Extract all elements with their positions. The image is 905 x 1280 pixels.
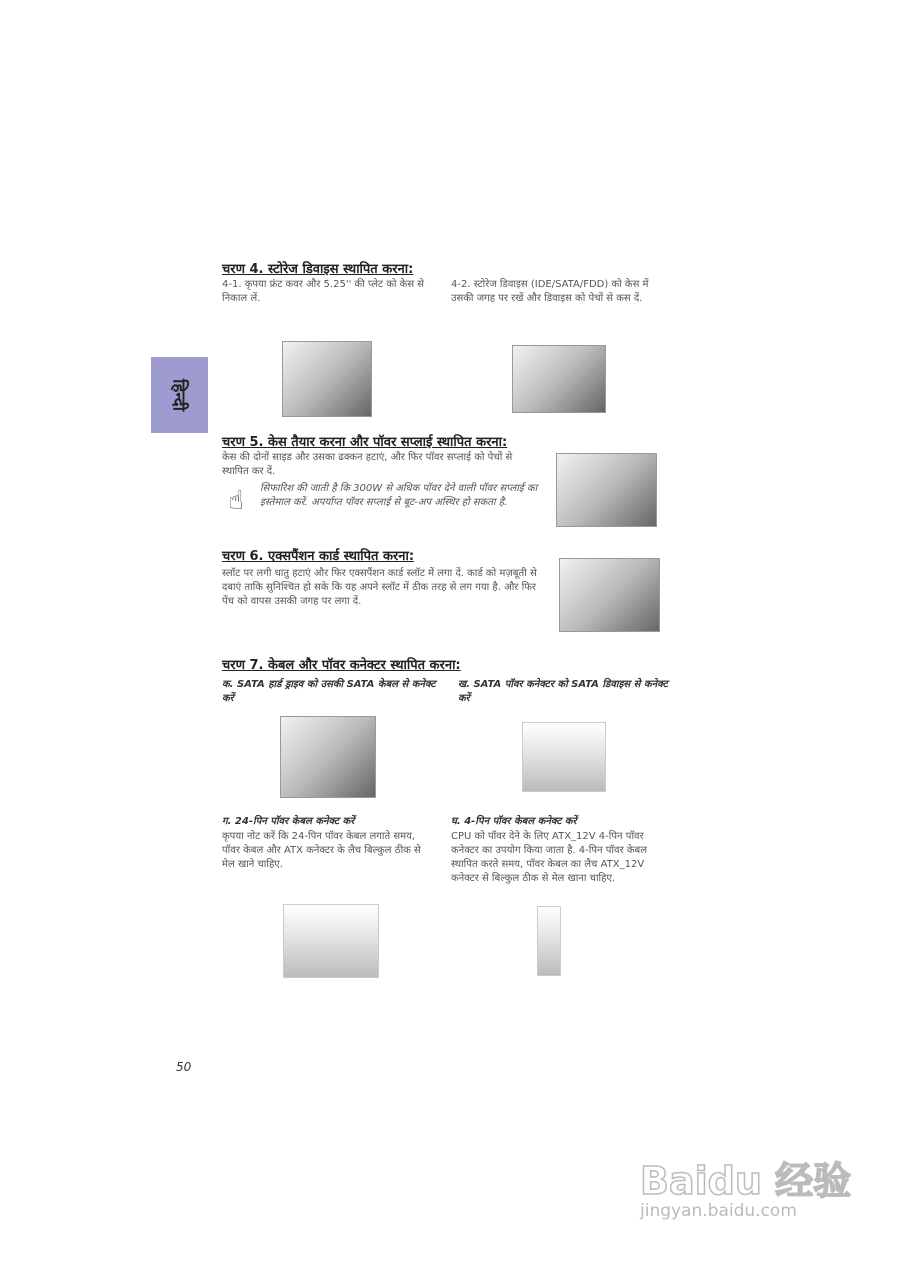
front-cover-image [282,341,372,417]
storage-device-image [512,345,606,413]
baidu-watermark [640,1150,851,1221]
step6-heading: चरण 6. एक्सपैंशन कार्ड स्थापित करना: [222,549,415,564]
language-side-tab [151,357,208,433]
24pin-connector-image [283,904,379,978]
power-supply-image [556,453,657,527]
step5-heading: चरण 5. केस तैयार करना और पॉवर सप्लाई स्थापित करना: [222,435,508,450]
step7-d-text: CPU को पॉवर देने के लिए ATX_12V 4-पिन पॉवर कनेक्टर का उपयोग किया जाता है. 4-पिन पॉवर केबल स्थापित करते समय, पॉवर केबल का लैच ATX_12V कनेक्टर से बिल्कुल ठीक से मेल खाना चाहिए. [451,831,648,884]
step4-item2: 4-2. स्टोरेज डिवाइस (IDE/SATA/FDD) को केस में उसकी जगह पर रखें और डिवाइस को पेचों से कस दें. [451,279,649,304]
step7-c-title: ग. 24-पिन पॉवर केबल कनेक्ट करें [222,816,355,827]
step6-text: स्लॉट पर लगी धातु हटाएं और फिर एक्सपैंशन कार्ड स्लॉट में लगा दें. कार्ड को मज़बूती से दबाएं ताकि सुनिश्चित हो सके कि यह अपने स्लॉट में ठीक तरह से लग गया है. और फिर पेंच को वापस उसकी जगह पर लगा दें. [222,568,537,607]
step7-heading: चरण 7. केबल और पॉवर कनेक्टर स्थापित करना: [222,658,461,673]
step4-heading: चरण 4. स्टोरेज डिवाइस स्थापित करना: [222,262,414,277]
pointing-hand-icon: ☝ [228,486,244,516]
step7-b: ख. SATA पॉवर कनेक्टर को SATA डिवाइस से कनेक्ट करें [458,679,668,704]
step7-d-title: घ. 4-पिन पॉवर केबल कनेक्ट करें [451,816,577,827]
page-number: 50 [176,1060,192,1074]
step4-item1: 4-1. कृपया फ्रंट कवर और 5.25'' की प्लेट को केस से निकाल लें. [222,279,425,304]
watermark-logo: Baidu 经验 [640,1159,852,1203]
step5-text: केस की दोनों साइड और उसका ढक्कन हटाएं, और फिर पॉवर सप्लाई को पेचों से स्थापित कर दें. [222,452,513,477]
4pin-connector-image [537,906,561,976]
watermark-url: jingyan.baidu.com [640,1201,797,1221]
sata-cable-image [280,716,376,798]
step5-note: सिफारिश की जाती है कि 300W से अधिक पॉवर देने वाली पॉवर सप्लाई का इस्तेमाल करें. अपर्याप्त पॉवर सप्लाई से बूट-अप अस्थिर हो सकता है. [260,483,538,508]
side-tab-label: हिन्दी [168,378,188,412]
step7-a: क. SATA हार्ड ड्राइव को उसकी SATA केबल से कनेक्ट करें [222,679,436,704]
step7-c-text: कृपया नोट करें कि 24-पिन पॉवर केबल लगाते समय, पॉवर केबल और ATX कनेक्टर के लैच बिल्कुल ठीक से मेल खाने चाहिए. [222,831,421,870]
sata-power-connector-image [522,722,606,792]
expansion-card-image [559,558,660,632]
